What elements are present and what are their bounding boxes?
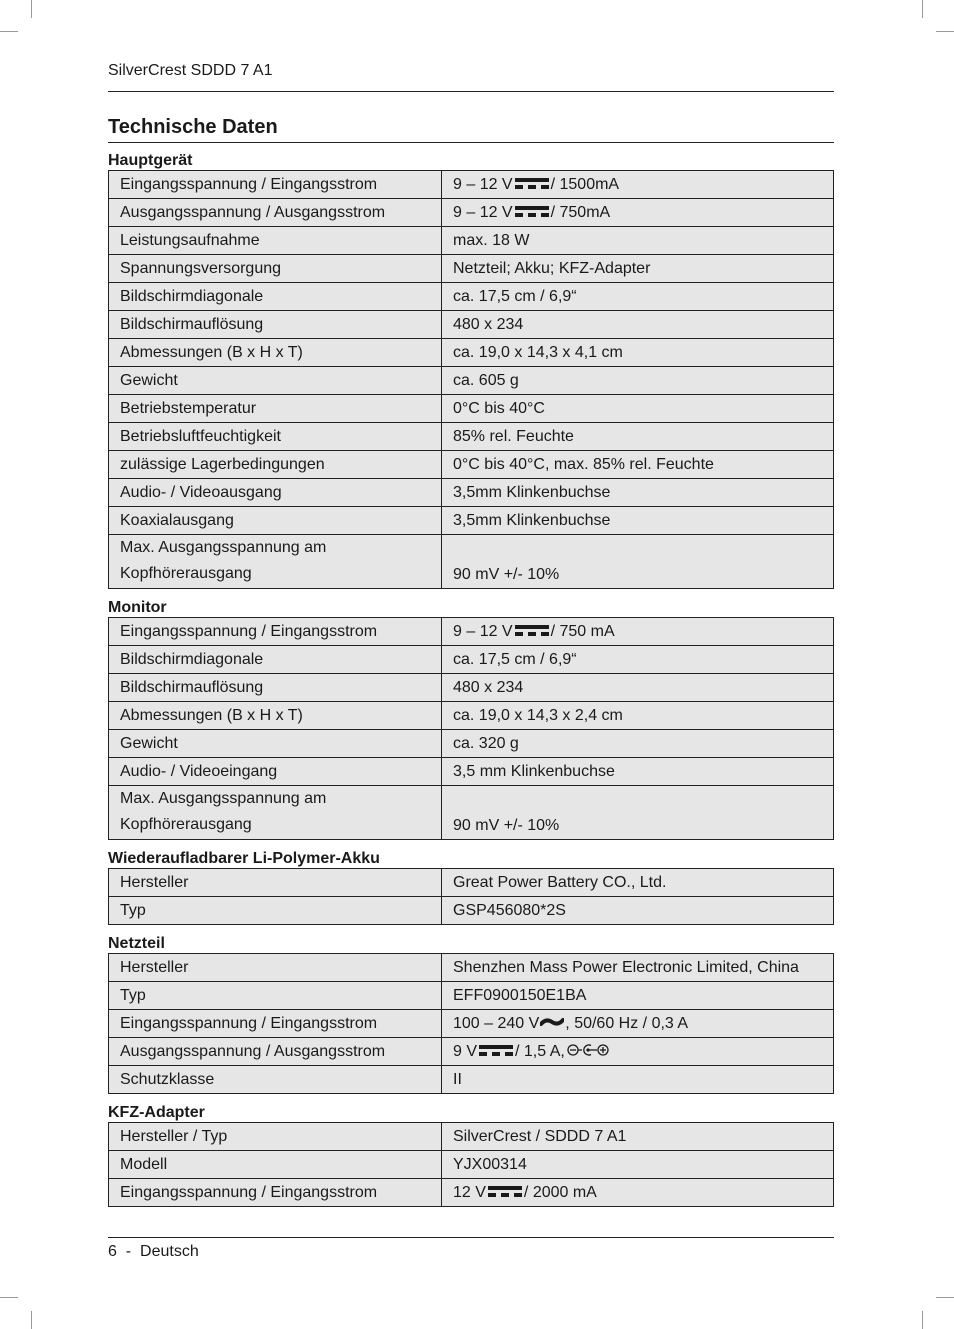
table-row <box>109 367 834 395</box>
spec-key: Audio- / Videoeingang <box>109 758 442 786</box>
spec-value: EFF0900150E1BA <box>442 982 834 1010</box>
spec-table-akku <box>108 868 834 925</box>
table-row <box>109 283 834 311</box>
spec-value: max. 18 W <box>442 227 834 255</box>
spec-value-part: 12 V <box>453 1183 486 1201</box>
spec-value-part: , 50/60 Hz / 0,3 A <box>565 1014 689 1032</box>
section-title-monitor: Monitor <box>108 599 167 616</box>
spec-value <box>442 199 834 227</box>
spec-value: ca. 17,5 cm / 6,9“ <box>442 283 834 311</box>
spec-key: Betriebsluftfeuchtigkeit <box>109 423 442 451</box>
spec-value-part: 9 – 12 V <box>453 622 513 640</box>
table-row <box>109 758 834 786</box>
spec-key: Schutzklasse <box>109 1066 442 1094</box>
table-row <box>109 1066 834 1094</box>
spec-value: ca. 19,0 x 14,3 x 4,1 cm <box>442 339 834 367</box>
spec-value <box>442 1179 834 1207</box>
running-header: SilverCrest SDDD 7 A1 <box>108 62 273 79</box>
table-row <box>109 1151 834 1179</box>
spec-key: Abmessungen (B x H x T) <box>109 702 442 730</box>
spec-key-line: Max. Ausgangsspannung am <box>120 539 327 556</box>
table-row <box>109 1038 834 1066</box>
spec-value: 0°C bis 40°C <box>442 395 834 423</box>
spec-key: Abmessungen (B x H x T) <box>109 339 442 367</box>
spec-value: 3,5 mm Klinkenbuchse <box>442 758 834 786</box>
spec-value-part: 9 – 12 V <box>453 175 513 193</box>
table-row <box>109 786 834 840</box>
table-row <box>109 395 834 423</box>
spec-value: 3,5mm Klinkenbuchse <box>442 479 834 507</box>
spec-value-part: / 1500mA <box>550 175 620 193</box>
page-footer <box>108 1243 199 1261</box>
spec-value: ca. 320 g <box>442 730 834 758</box>
spec-key: Ausgangsspannung / Ausgangsstrom <box>109 199 442 227</box>
ac-voltage-icon <box>540 1017 564 1027</box>
spec-key: Betriebstemperatur <box>109 395 442 423</box>
footer-language: Deutsch <box>140 1243 199 1260</box>
spec-value: 90 mV +/- 10% <box>442 535 834 589</box>
spec-value <box>442 171 834 199</box>
table-row <box>109 339 834 367</box>
section-title-hauptgeraet: Hauptgerät <box>108 152 193 169</box>
crop-mark <box>0 31 18 32</box>
table-row <box>109 199 834 227</box>
spec-key: Gewicht <box>109 730 442 758</box>
spec-key: Bildschirmauflösung <box>109 674 442 702</box>
dc-voltage-icon <box>488 1186 522 1197</box>
spec-key: Ausgangsspannung / Ausgangsstrom <box>109 1038 442 1066</box>
footer-rule <box>108 1237 834 1238</box>
spec-value: 85% rel. Feuchte <box>442 423 834 451</box>
spec-key: Spannungsversorgung <box>109 255 442 283</box>
table-row <box>109 982 834 1010</box>
table-row <box>109 1179 834 1207</box>
table-row <box>109 618 834 646</box>
spec-value: SilverCrest / SDDD 7 A1 <box>442 1123 834 1151</box>
spec-value: ca. 19,0 x 14,3 x 2,4 cm <box>442 702 834 730</box>
spec-value: 480 x 234 <box>442 674 834 702</box>
spec-value: 0°C bis 40°C, max. 85% rel. Feuchte <box>442 451 834 479</box>
spec-table-kfz <box>108 1122 834 1207</box>
spec-key: Leistungsaufnahme <box>109 227 442 255</box>
dc-voltage-icon <box>515 206 549 217</box>
spec-value <box>442 618 834 646</box>
crop-mark <box>936 31 954 32</box>
crop-mark <box>31 1311 32 1329</box>
spec-value: Shenzhen Mass Power Electronic Limited, China <box>442 954 834 982</box>
spec-key: Modell <box>109 1151 442 1179</box>
spec-key: Gewicht <box>109 367 442 395</box>
crop-mark <box>922 0 923 18</box>
dc-voltage-icon <box>479 1045 513 1056</box>
spec-key: Eingangsspannung / Eingangsstrom <box>109 171 442 199</box>
section-title-akku: Wiederaufladbarer Li-Polymer-Akku <box>108 850 380 867</box>
section-title-kfz: KFZ-Adapter <box>108 1104 205 1121</box>
table-row <box>109 423 834 451</box>
spec-value: 480 x 234 <box>442 311 834 339</box>
spec-key: Hersteller <box>109 954 442 982</box>
spec-value-part: 9 – 12 V <box>453 203 513 221</box>
page-number: 6 <box>108 1243 117 1260</box>
spec-value-part: 9 V <box>453 1042 478 1060</box>
spec-key: Audio- / Videoausgang <box>109 479 442 507</box>
spec-key: Typ <box>109 982 442 1010</box>
spec-key: Koaxialausgang <box>109 507 442 535</box>
spec-value: ca. 17,5 cm / 6,9“ <box>442 646 834 674</box>
spec-value: Great Power Battery CO., Ltd. <box>442 869 834 897</box>
spec-value: GSP456080*2S <box>442 897 834 925</box>
section-title-netzteil: Netzteil <box>108 935 165 952</box>
table-row <box>109 1010 834 1038</box>
table-row <box>109 954 834 982</box>
table-row <box>109 507 834 535</box>
table-row <box>109 171 834 199</box>
spec-key <box>109 786 442 840</box>
spec-value: II <box>442 1066 834 1094</box>
spec-key: zulässige Lagerbedingungen <box>109 451 442 479</box>
spec-value: 3,5mm Klinkenbuchse <box>442 507 834 535</box>
header-rule <box>108 91 834 92</box>
table-row <box>109 227 834 255</box>
table-row <box>109 730 834 758</box>
spec-key-line: Kopfhörerausgang <box>120 816 252 833</box>
spec-value: ca. 605 g <box>442 367 834 395</box>
spec-value-part: 100 – 240 V <box>453 1014 540 1032</box>
spec-key: Eingangsspannung / Eingangsstrom <box>109 1010 442 1038</box>
page-content <box>108 112 834 1207</box>
table-row <box>109 674 834 702</box>
table-row <box>109 535 834 589</box>
spec-value: Netzteil; Akku; KFZ-Adapter <box>442 255 834 283</box>
table-row <box>109 311 834 339</box>
table-row <box>109 451 834 479</box>
spec-value: YJX00314 <box>442 1151 834 1179</box>
spec-table-monitor <box>108 617 834 840</box>
spec-value-part: / 750mA <box>550 203 611 221</box>
spec-value-part: / 750 mA <box>550 622 615 640</box>
spec-key: Hersteller / Typ <box>109 1123 442 1151</box>
spec-key: Hersteller <box>109 869 442 897</box>
crop-mark <box>936 1297 954 1298</box>
polarity-icon <box>567 1043 609 1057</box>
spec-table-hauptgeraet <box>108 170 834 589</box>
page-title: Technische Daten <box>108 112 834 143</box>
spec-key: Typ <box>109 897 442 925</box>
footer-separator: - <box>125 1243 132 1260</box>
crop-mark <box>922 1311 923 1329</box>
table-row <box>109 479 834 507</box>
spec-key: Bildschirmdiagonale <box>109 283 442 311</box>
table-row <box>109 255 834 283</box>
spec-value: 90 mV +/- 10% <box>442 786 834 840</box>
dc-voltage-icon <box>515 625 549 636</box>
spec-key: Bildschirmdiagonale <box>109 646 442 674</box>
dc-voltage-icon <box>515 178 549 189</box>
spec-value <box>442 1038 834 1066</box>
table-row <box>109 646 834 674</box>
spec-table-netzteil <box>108 953 834 1094</box>
spec-key-line: Max. Ausgangsspannung am <box>120 790 327 807</box>
spec-value <box>442 1010 834 1038</box>
spec-key: Bildschirmauflösung <box>109 311 442 339</box>
spec-value-part: / 2000 mA <box>523 1183 597 1201</box>
table-row <box>109 702 834 730</box>
table-row <box>109 869 834 897</box>
spec-key: Eingangsspannung / Eingangsstrom <box>109 1179 442 1207</box>
table-row <box>109 897 834 925</box>
table-row <box>109 1123 834 1151</box>
crop-mark <box>31 0 32 18</box>
spec-key <box>109 535 442 589</box>
spec-key: Eingangsspannung / Eingangsstrom <box>109 618 442 646</box>
spec-value-part: / 1,5 A, <box>515 1042 565 1060</box>
crop-mark <box>0 1297 18 1298</box>
spec-key-line: Kopfhörerausgang <box>120 565 252 582</box>
